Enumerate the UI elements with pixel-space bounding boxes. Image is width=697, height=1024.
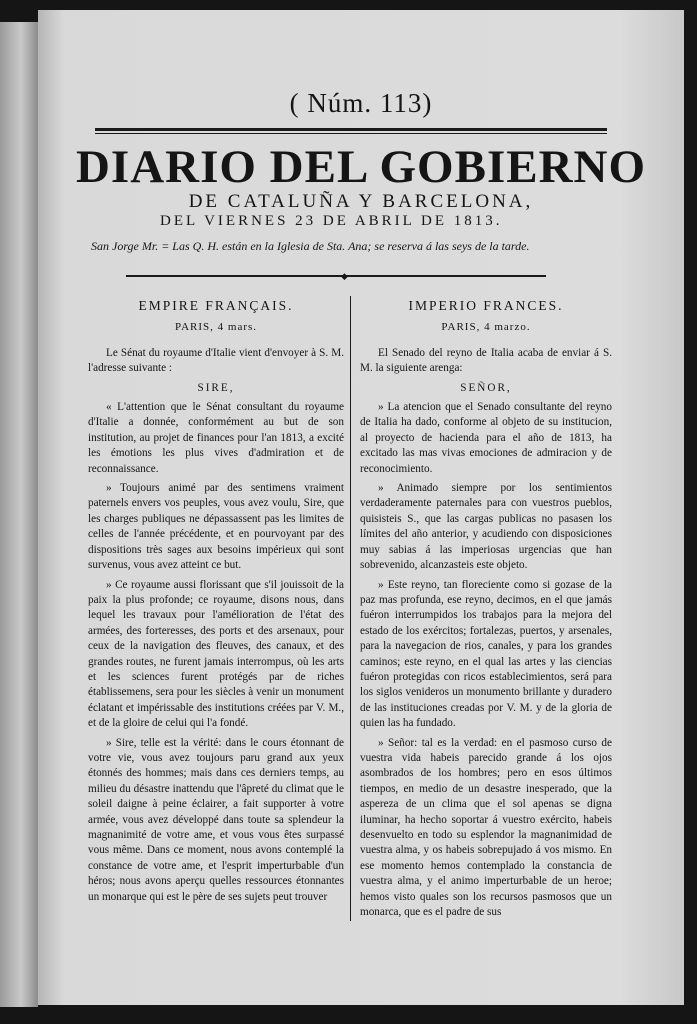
facing-page-edge [0,22,38,1007]
spanish-paragraph: » Señor: tal es la verdad: en el pasmoso curso de vuestra vida habeis parecido grande á los ojos asombrados de los hombres; pero en esos últimos tiempos, en medio de un desastre inesperado, que la aspereza de un clima que el sol apenas se digna iluminar, ha hecho soportar á vuestro exército, habeis desenvuelto en todo su esplendor la magnanimidad de vuestra alma, y os habeis sobrepujado á vos mismo. En ese momento hemos contemplado la constancia de vuestra alma, y el animo imperturbable de un heroe; hemos visto quales son los recursos pasmosos que un monarca, que es el padre de sus [360,736,612,919]
newspaper-page [38,10,684,1005]
newspaper-title: DIARIO DEL GOBIERNO [75,141,647,193]
french-column [88,298,344,909]
spanish-paragraph: » Este reyno, tan floreciente como si gozase de la paz mas profunda, ese reyno, decimos, en el que jamás fuéron interrumpidos los trabajos para la mejora del estado de los exércitos; fortalezas, puertos, y arsenales, para la navegacion de rios, canales, y para los grandes caminos; este reyno, en el qual las artes y las ciencias fuéron protegidas con ricos establecimientos, será para los siglos venideros un monumento brillante y duradero de las instituciones creadas por V. M. y de la gloria de quien las ha fundado. [360,578,612,730]
saint-notice: San Jorge Mr. = Las Q. H. están en la Iglesia de Sta. Ana; se reserva á las seys de la tarde. [91,239,530,253]
newspaper-subtitle: DE CATALUÑA Y BARCELONA, [188,191,534,212]
spanish-heading: IMPERIO FRANCES. [408,298,564,313]
spanish-paragraph: » La atencion que el Senado consultante del reyno de Italia ha dado, conforme al objeto de su institucion, al proyecto de hacienda para el año de 1813, ha excitado las mas vivas emociones de admiracion y de reconocimiento. [360,401,612,475]
issue-date: DEL VIERNES 23 DE ABRIL DE 1813. [160,213,503,229]
spanish-column [360,298,612,924]
issue-number: ( Núm. 113) [289,88,433,118]
french-salutation: SIRE, [197,381,235,394]
spanish-intro: El Senado del reyno de Italia acaba de enviar á S. M. la siguiente arenga: [360,346,612,375]
spanish-salutation: SEÑOR, [460,381,512,394]
spanish-dateline: PARIS, 4 marzo. [441,321,531,334]
french-intro: Le Sénat du royaume d'Italie vient d'envoyer à S. M. l'adresse suivante : [88,346,344,375]
french-heading: EMPIRE FRANÇAIS. [138,298,294,313]
spanish-paragraph: » Animado siempre por los sentimientos verdaderamente paternales para con vuestros pueblos, quisisteis S., que las cargas publicas no pasasen los límites del año anterior, y acudiendo con disposiciones muy sabias á las imperiosas urgencias que han sobrevenido, alcanzasteis este objeto. [360,482,612,572]
header-rule [95,128,607,131]
column-divider [350,296,351,921]
section-rule [126,275,546,277]
french-paragraph: » Toujours animé par des sentimens vraiment paternels envers vos peuples, vous avez voulu, Sire, que les charges publiques ne dépassassent pas les limites de celles de l'année précédente, et en pourvoyant par des dispositions très sages aux besoins impérieux qui sont survenus, vous avez atteint ce but. [88,482,344,572]
french-paragraph: » Ce royaume aussi florissant que s'il jouissoit de la paix la plus profonde; ce royaume, disons nous, dans lequel les travaux pour l'amélioration de l'état des armées, des forteresses, des ports et des arsenaux, pour ceux de la navigation des fleuves, des canaux, et des grandes routes, ne furent jamais interrompus, où les arts et les sciences furent protégés par de riches établissemens, sera pour les siècles à venir un monument éclatant et impérissable des institutions créées par V. M., et de la gloire de celui qui l'a fondé. [88,578,344,730]
french-dateline: PARIS, 4 mars. [174,321,258,334]
french-paragraph: « L'attention que le Sénat consultant du royaume d'Italie a donnée, conformément au but de son institution, au projet de finances pour l'an 1813, a excité les émotions les plus vives d'admiration et de reconnaissance. [88,401,344,475]
french-paragraph: » Sire, telle est la vérité: dans le cours étonnant de votre vie, vous avez toujours paru grand aux yeux étonnés des hommes; mais dans ces derniers temps, au milieu du désastre inattendu que l'âpreté du climat que le soleil daigne à peine éclairer, a fait supporter à votre armée, vous avez développé dans toute sa splendeur la magnanimité de votre ame, et vous vous êtes surpassé vous même. Dans ce moment, nous avons contemplé la constance de votre ame, et l'esprit imperturbable d'un héros; nous avons aperçu quelles ressources étonnantes un monarque qui est le père de ses sujets peut trouver [88,736,344,903]
header-rule-thin [95,133,607,134]
rule-ornament: ◆ [341,271,348,281]
